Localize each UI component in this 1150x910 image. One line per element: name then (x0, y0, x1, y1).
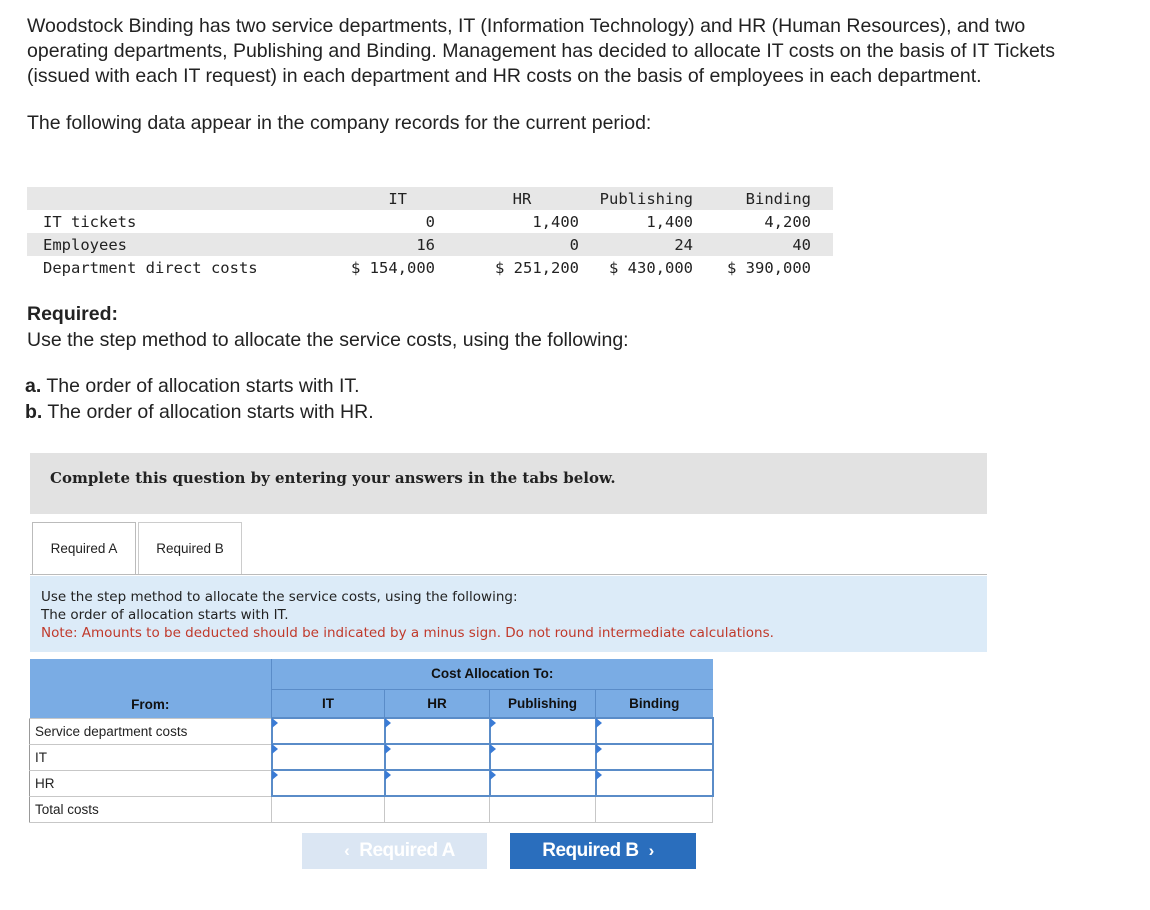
amount-input[interactable] (273, 771, 384, 795)
amount-input[interactable] (491, 771, 595, 795)
intro-data-lead: The following data appear in the company records for the current period: (27, 112, 652, 134)
input-cell[interactable] (385, 770, 490, 796)
cell-value: 4,200 (764, 212, 811, 231)
required-section (27, 301, 629, 353)
input-cell[interactable] (596, 770, 713, 796)
tab-required-b[interactable] (138, 522, 242, 574)
row-label: Department direct costs (43, 258, 258, 277)
cell-value: 0 (425, 212, 435, 231)
prev-required-button[interactable] (302, 833, 487, 869)
table-row (27, 233, 833, 256)
chevron-right-icon: › (648, 841, 654, 860)
tab-divider (30, 574, 987, 575)
cell-value: $ 390,000 (727, 258, 811, 277)
part-a-text: The order of allocation starts with IT. (46, 375, 360, 397)
cell-value: $ 430,000 (609, 258, 693, 277)
part-b-label: b. (25, 401, 43, 423)
row-label: IT tickets (43, 212, 137, 231)
table-row (27, 256, 833, 279)
next-button-label: Required B (542, 840, 639, 861)
table-row (30, 718, 713, 744)
input-cell[interactable] (596, 744, 713, 770)
problem-intro (27, 14, 1087, 136)
col-header-binding: Binding (693, 187, 833, 210)
required-heading: Required: (27, 303, 119, 325)
from-header: From: (30, 659, 272, 718)
allocation-header-row (30, 659, 713, 689)
amount-input[interactable] (597, 771, 712, 795)
table-row (27, 210, 833, 233)
input-cell[interactable] (490, 770, 596, 796)
input-cell[interactable] (385, 718, 490, 744)
cell-value: 1,400 (532, 212, 579, 231)
cell-value: 40 (693, 233, 833, 256)
input-cell[interactable] (272, 744, 385, 770)
alloc-col-publishing: Publishing (490, 689, 596, 718)
total-cell (385, 796, 490, 822)
cost-allocation-header: Cost Allocation To: (272, 659, 713, 689)
instruction-line: The order of allocation starts with IT. (41, 607, 289, 623)
input-cell[interactable] (272, 718, 385, 744)
col-header-hr: HR (435, 187, 579, 210)
cell-value: 16 (325, 233, 435, 256)
alloc-col-hr: HR (385, 689, 490, 718)
amount-input[interactable] (597, 719, 712, 743)
part-a (25, 373, 374, 399)
tab-label: Required B (156, 541, 224, 556)
row-label: Employees (27, 233, 325, 256)
amount-input[interactable] (386, 771, 489, 795)
instruction-line: Use the step method to allocate the service costs, using the following: (41, 589, 518, 605)
row-label: IT (30, 744, 272, 770)
row-label: Total costs (30, 796, 272, 822)
amount-input[interactable] (491, 719, 595, 743)
total-cell (272, 796, 385, 822)
cell-value: 24 (579, 233, 693, 256)
input-cell[interactable] (385, 744, 490, 770)
input-cell[interactable] (272, 770, 385, 796)
amount-input[interactable] (491, 745, 595, 769)
total-cell (596, 796, 713, 822)
alloc-col-binding: Binding (596, 689, 713, 718)
amount-input[interactable] (273, 719, 384, 743)
input-cell[interactable] (490, 718, 596, 744)
instruction-banner (30, 453, 987, 514)
tab-label: Required A (50, 541, 118, 556)
row-label: HR (30, 770, 272, 796)
amount-input[interactable] (597, 745, 712, 769)
amount-input[interactable] (386, 719, 489, 743)
company-data-table (27, 187, 833, 279)
amount-input[interactable] (273, 745, 384, 769)
alloc-col-it: IT (272, 689, 385, 718)
required-parts (25, 373, 374, 425)
total-cell (490, 796, 596, 822)
table-row (30, 796, 713, 822)
required-text: Use the step method to allocate the service costs, using the following: (27, 329, 629, 351)
cell-value: 0 (435, 233, 579, 256)
input-cell[interactable] (490, 744, 596, 770)
cell-value: $ 251,200 (495, 258, 579, 277)
intro-paragraph: Woodstock Binding has two service departments, IT (Information Technology) and HR (Human Resources), and two operating departments, Publishing and Binding. Management has decided to allocate IT costs on the basis of IT Tickets (issued with each IT request) in each department and HR costs on the basis of employees in each department. (27, 15, 1055, 87)
banner-text: Complete this question by entering your answers in the tabs below. (50, 469, 616, 487)
part-a-label: a. (25, 375, 42, 397)
allocation-table (29, 659, 714, 823)
table-row (30, 744, 713, 770)
next-required-button[interactable] (510, 833, 696, 869)
cell-value: $ 154,000 (351, 258, 435, 277)
part-b-text: The order of allocation starts with HR. (47, 401, 374, 423)
table-row (30, 770, 713, 796)
col-header-publishing: Publishing (579, 187, 693, 210)
prev-button-label: Required A (359, 840, 455, 861)
tab-required-a[interactable] (32, 522, 136, 574)
col-header-it: IT (325, 187, 435, 210)
tab-instructions (30, 576, 987, 652)
row-label: Service department costs (30, 718, 272, 744)
chevron-left-icon: ‹ (344, 841, 350, 860)
instruction-note: Note: Amounts to be deducted should be indicated by a minus sign. Do not round intermediate calculations. (41, 625, 774, 641)
data-table-header-row (27, 187, 833, 210)
part-b (25, 399, 374, 425)
cell-value: 1,400 (646, 212, 693, 231)
amount-input[interactable] (386, 745, 489, 769)
input-cell[interactable] (596, 718, 713, 744)
